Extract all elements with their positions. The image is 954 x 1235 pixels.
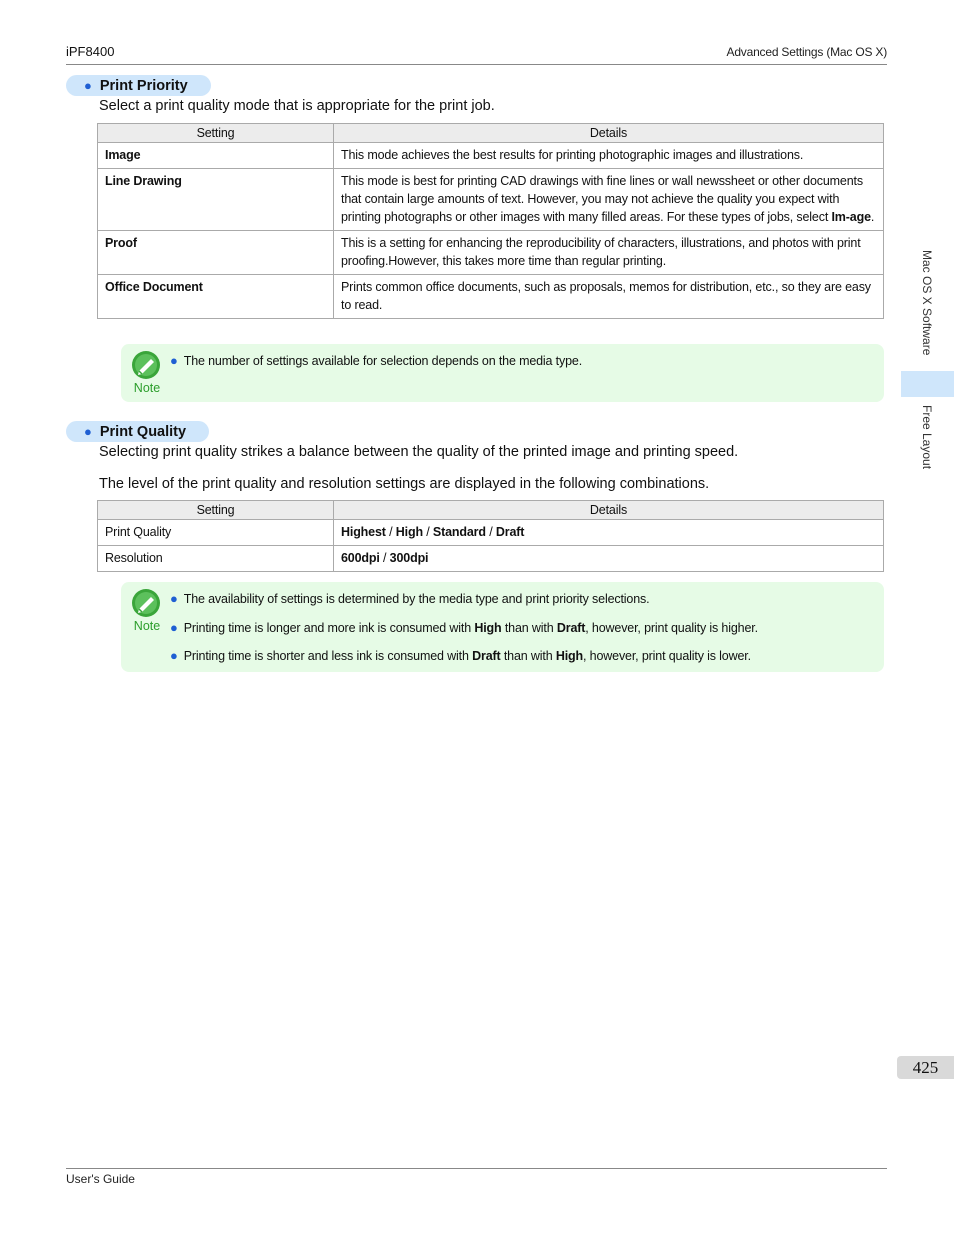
table-header-row <box>98 501 884 520</box>
bullet-icon: ● <box>84 424 92 439</box>
print-quality-intro: Selecting print quality strikes a balance between the quality of the printed image and printing speed. <box>99 444 739 460</box>
col-details: Details <box>334 501 884 520</box>
bullet-icon: ● <box>84 78 92 93</box>
print-quality-combinations: The level of the print quality and resolution settings are displayed in the following combinations. <box>99 476 710 492</box>
setting-cell: Line Drawing <box>98 169 334 231</box>
table-row <box>98 169 884 231</box>
table-header-row <box>98 124 884 143</box>
table-row <box>98 143 884 169</box>
details-cell: This mode is best for printing CAD drawings with fine lines or wall newssheet or other documents that contain large amounts of text. However, you may not achieve the quality you expect with printing photographs or other images with many filled areas. For these types of jobs, select Im-age. <box>334 169 884 231</box>
table-row <box>98 231 884 275</box>
note-item: ● The number of settings available for selection depends on the media type. <box>170 353 583 368</box>
col-details: Details <box>334 124 884 143</box>
setting-cell: Image <box>98 143 334 169</box>
header-divider <box>66 64 887 65</box>
col-setting: Setting <box>98 501 334 520</box>
print-quality-heading: ● Print Quality <box>66 421 209 442</box>
details-cell: Prints common office documents, such as proposals, memos for distribution, etc., so they are easy to read. <box>334 275 884 319</box>
table-row <box>98 520 884 546</box>
header-section: Advanced Settings (Mac OS X) <box>726 45 887 59</box>
bullet-icon: ● <box>170 591 178 606</box>
print-priority-table <box>97 123 884 319</box>
footer-divider <box>66 1168 887 1169</box>
note-box <box>121 344 884 402</box>
details-cell: 600dpi / 300dpi <box>334 546 884 572</box>
footer-title: User's Guide <box>66 1172 135 1186</box>
details-cell: Highest / High / Standard / Draft <box>334 520 884 546</box>
sidebar-chapter-label: Mac OS X Software <box>920 250 934 356</box>
note-item: ● The availability of settings is determined by the media type and print priority selections. <box>170 591 650 606</box>
pencil-note-icon <box>131 588 161 618</box>
setting-cell: Resolution <box>98 546 334 572</box>
page-number: 425 <box>897 1056 954 1079</box>
table-row <box>98 546 884 572</box>
bullet-icon: ● <box>170 353 178 368</box>
sidebar-section-label: Free Layout <box>920 405 934 470</box>
pencil-note-icon <box>131 350 161 380</box>
setting-cell: Office Document <box>98 275 334 319</box>
setting-cell: Print Quality <box>98 520 334 546</box>
bullet-icon: ● <box>170 648 178 663</box>
sidebar-active-tab <box>901 371 954 397</box>
note-item: ● Printing time is longer and more ink is consumed with High than with Draft, however, print quality is higher. <box>170 620 758 635</box>
note-label: Note <box>133 619 161 633</box>
note-label: Note <box>133 381 161 395</box>
note-box <box>121 582 884 672</box>
print-quality-table <box>97 500 884 572</box>
table-row <box>98 275 884 319</box>
bullet-icon: ● <box>170 620 178 635</box>
print-priority-heading: ● Print Priority <box>66 75 211 96</box>
header-product: iPF8400 <box>66 44 115 59</box>
details-cell: This mode achieves the best results for printing photographic images and illustrations. <box>334 143 884 169</box>
setting-cell: Proof <box>98 231 334 275</box>
details-cell: This is a setting for enhancing the reproducibility of characters, illustrations, and photos with print proofing.However, this takes more time than regular printing. <box>334 231 884 275</box>
col-setting: Setting <box>98 124 334 143</box>
note-item: ● Printing time is shorter and less ink is consumed with Draft than with High, however, print quality is lower. <box>170 648 751 663</box>
print-priority-intro: Select a print quality mode that is appropriate for the print job. <box>99 98 495 114</box>
